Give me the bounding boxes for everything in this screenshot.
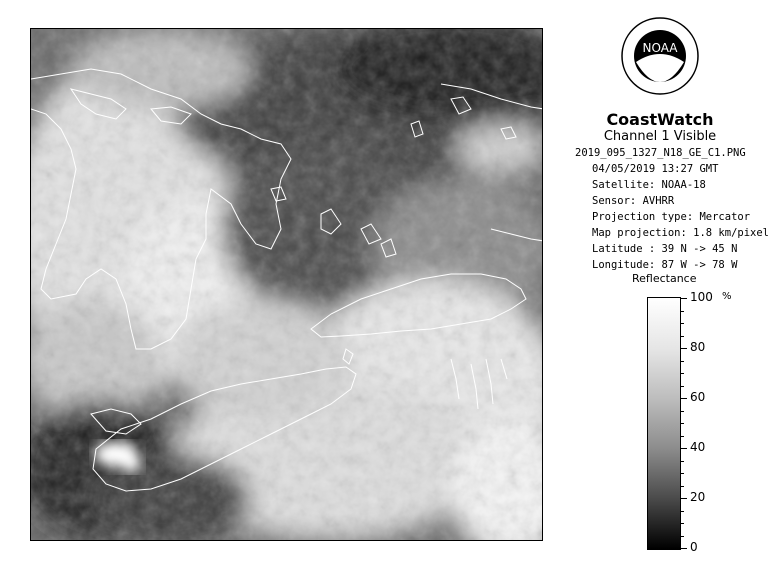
longitude-label: Longitude: 87 W -> 78 W [592, 259, 738, 271]
colorbar-minor-tick [681, 523, 684, 524]
colorbar-minor-tick [681, 336, 684, 337]
colorbar-minor-tick [681, 411, 684, 412]
colorbar-tick-label: 80 [690, 340, 706, 354]
colorbar-minor-tick [681, 436, 684, 437]
colorbar-minor-tick [681, 361, 684, 362]
colorbar-tick-label: 40 [690, 440, 706, 454]
colorbar-minor-tick [681, 511, 684, 512]
colorbar-minor-tick [681, 386, 684, 387]
map-projection-label: Map projection: 1.8 km/pixel [592, 227, 770, 239]
colorbar-tick-label: 100 [690, 290, 713, 304]
colorbar-tick-label: 60 [690, 390, 706, 404]
colorbar-tick-label: 0 [690, 540, 698, 554]
latitude-label: Latitude : 39 N -> 45 N [592, 243, 738, 255]
colorbar-tick [681, 348, 687, 349]
sensor-label: Sensor: AVHRR [592, 195, 675, 207]
colorbar-minor-tick [681, 536, 684, 537]
satellite-label: Satellite: NOAA-18 [592, 179, 706, 191]
satellite-image-map [30, 28, 543, 541]
colorbar-minor-tick [681, 373, 684, 374]
colorbar-minor-tick [681, 486, 684, 487]
legend-unit: % [722, 291, 732, 302]
colorbar-minor-tick [681, 473, 684, 474]
colorbar-minor-tick [681, 461, 684, 462]
colorbar-tick-label: 20 [690, 490, 706, 504]
colorbar-minor-tick [681, 423, 684, 424]
colorbar-tick [681, 548, 687, 549]
colorbar-tick [681, 298, 687, 299]
noaa-seal-icon [620, 16, 700, 96]
projection-type-label: Projection type: Mercator [592, 211, 751, 223]
colorbar-tick [681, 448, 687, 449]
colorbar-minor-tick [681, 323, 684, 324]
map-canvas [31, 29, 543, 541]
logo-text: NOAA [642, 41, 678, 55]
reflectance-colorbar [647, 297, 681, 550]
product-title: CoastWatch [606, 110, 714, 129]
legend-title: Reflectance [632, 272, 697, 285]
noaa-logo [620, 16, 700, 96]
colorbar-tick [681, 398, 687, 399]
colorbar-minor-tick [681, 311, 684, 312]
date-time: 04/05/2019 13:27 GMT [592, 163, 719, 175]
colorbar-tick [681, 498, 687, 499]
channel-subtitle: Channel 1 Visible [603, 129, 717, 144]
filename: 2019_095_1327_N18_GE_C1.PNG [575, 147, 746, 159]
